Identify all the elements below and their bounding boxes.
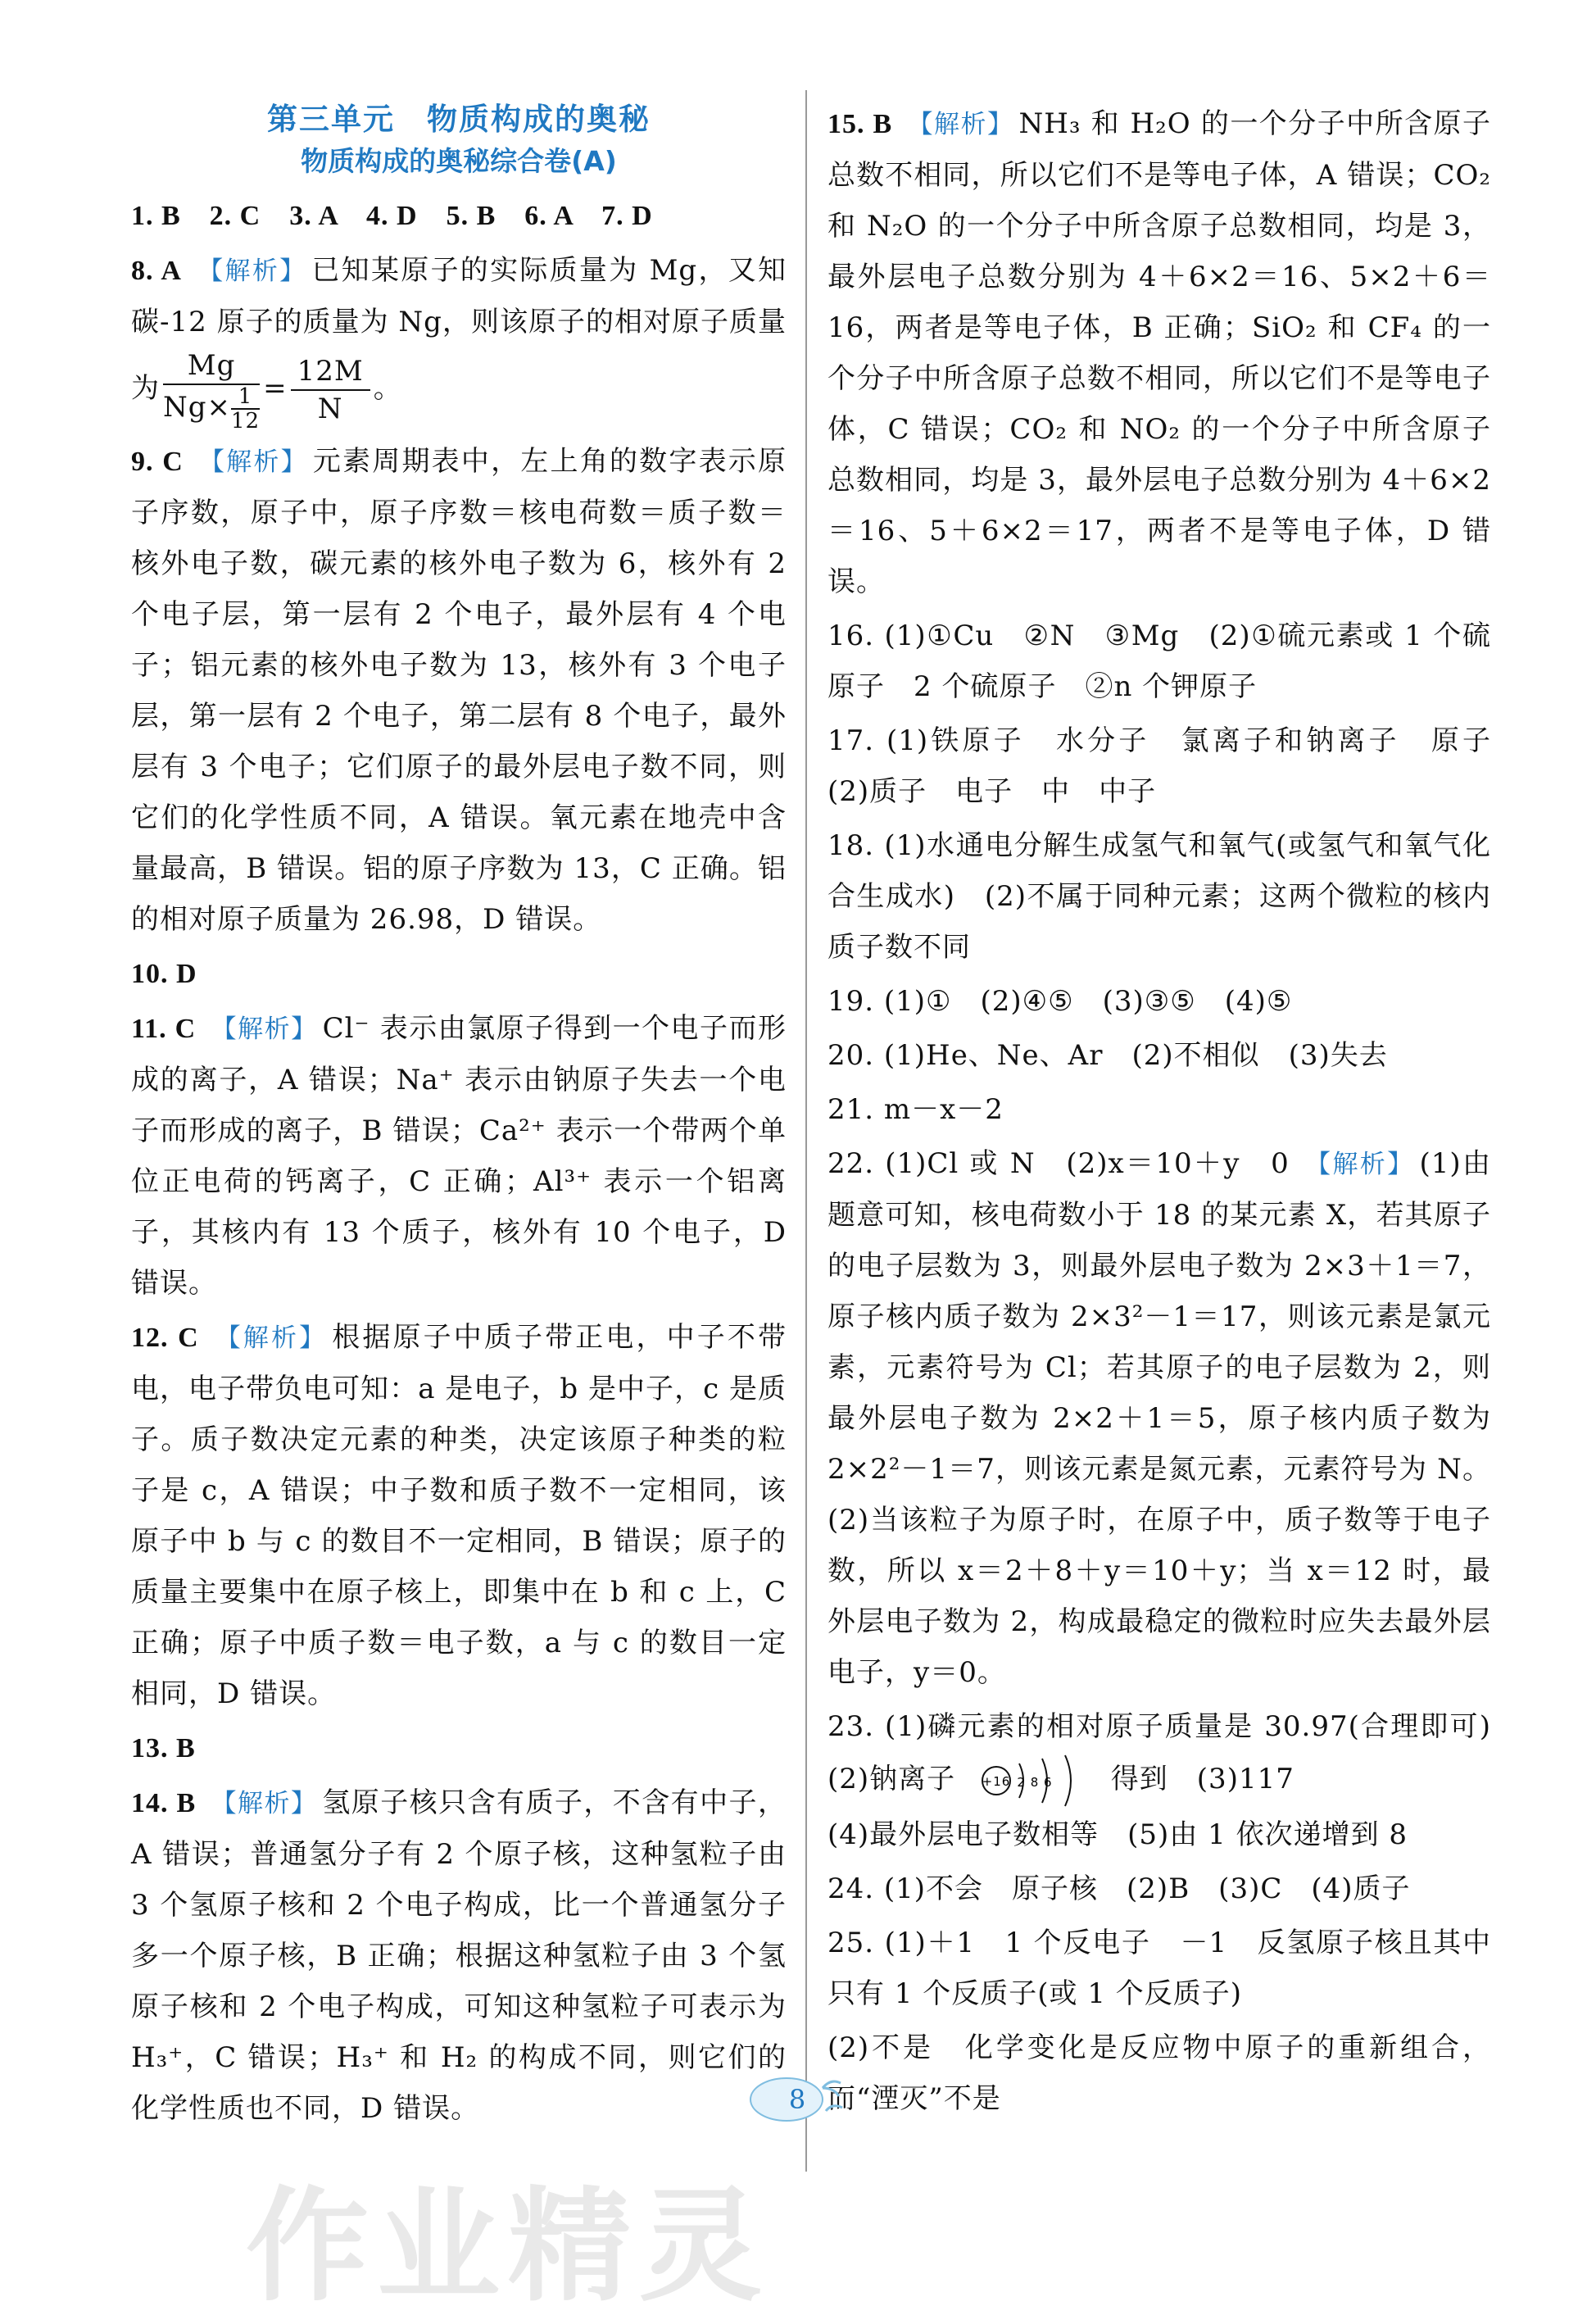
watermark: 作业精灵 xyxy=(246,2176,771,2318)
answer-19: 19. (1)① (2)④⑤ (3)③⑤ (4)⑤ xyxy=(827,985,1293,1018)
unit-title: 第三单元 物质构成的奥秘 xyxy=(267,102,651,137)
answer-15: 15. B 【解析】 NH₃ 和 H₂O 的一个分子中所含原子总数不相同，所以它们不是等电子体，A 错误；CO₂ 和 N₂O 的一个分子中所含原子总数相同，均是 3，最外层电子总数分别为 4＋6×2＝16、5×2＋6＝16，两者是等电子体，B 正确；SiO₂ 和 CF₄ 的一个分子中所含原子总数不相同，所以它们不是等电子体，C 错误；CO₂ 和 NO₂ 的一个分子中所含原子总数相同，均是 3，最外层电子总数分别为 4＋6×2＝16、5＋6×2＝17，两者不是等电子体，D 错误。 xyxy=(827,107,1491,598)
fraction-1: Mg Ng× $\frac{1}{12}$ xyxy=(163,349,261,433)
answer-25-part2: (2)不是 化学变化是反应物中原子的重新组合，而“湮灭”不是 xyxy=(827,2031,1491,2115)
atom-structure-diagram xyxy=(980,1752,1086,1809)
answer-25: 25. (1)＋1 1 个反电子 －1 反氢原子核且其中只有 1 个反质子(或 1 个反质子) xyxy=(827,1927,1491,2010)
answer-16: 16. (1)①Cu ②N ③Mg (2)①硫元素或 1 个硫原子 2 个硫原子 ②n 个钾原子 xyxy=(827,620,1491,703)
atom-core-label: +16 xyxy=(982,1774,1011,1789)
answer-21: 21. m－x－2 xyxy=(827,1093,1004,1126)
answer-8: 8. A 【解析】 已知某原子的实际质量为 Mg，又知碳-12 原子的质量为 Ng，则该原子的相对原子质量为 Mg Ng× $\frac{1}{12}$ = $\frac{12M}{N}$ 。 xyxy=(131,254,787,433)
answer-11: 11. C 【解析】 Cl⁻ 表示由氯原子得到一个电子而形成的离子，A 错误；Na⁺ 表示由钠原子失去一个电子而形成的离子，B 错误；Ca²⁺ 表示一个带两个单位正电荷的钙离子，C 正确；Al³⁺ 表示一个铝离子，其核内有 13 个质子，核外有 10 个电子，D 错误。 xyxy=(131,1012,787,1300)
answer-13: 13. B xyxy=(131,1733,196,1763)
answer-24: 24. (1)不会 原子核 (2)B (3)C (4)质子 xyxy=(827,1872,1411,1905)
right-column xyxy=(827,98,1520,2127)
answer-17: 17. (1)铁原子 水分子 氯离子和钠离子 原子 (2)质子 电子 中 中子 xyxy=(827,724,1520,808)
sub-title: 物质构成的奥秘综合卷(A) xyxy=(301,145,617,177)
answer-14: 14. B 【解析】 氢原子核只含有质子，不含有中子，A 错误；普通氢分子有 2 个原子核，这种氢粒子由 3 个氢原子核和 2 个电子构成，比一个普通氢分子多一个原子核，B 正确；根据这种氢粒子由 3 个氢原子核和 2 个电子构成，可知这种氢粒子可表示为 H₃⁺，C 错误；H₃⁺ 和 H₂ 的构成不同，则它们的化学性质也不同，D 错误。 xyxy=(131,1786,787,2125)
answer-10: 10. D xyxy=(131,959,197,989)
atom-shell-label: 2 8 6 xyxy=(1017,1775,1053,1790)
page-number: 8 xyxy=(788,2084,806,2115)
left-column xyxy=(131,98,787,2137)
answer-22: 22. (1)Cl 或 N (2)x＝10＋y 0 【解析】 (1)由题意可知，核电荷数小于 18 的某元素 X，若其原子的电子层数为 3，则最外层电子数为 2×3＋1＝7，原子核内质子数为 2×3²－1＝17，则该元素是氯元素，元素符号为 Cl；若其原子的电子层数为 2，则最外层电子数为 2×2＋1＝5，原子核内质子数为 2×2²－1＝7，则该元素是氮元素，元素符号为 N。(2)当该粒子为原子时，在原子中，质子数等于电子数，所以 x＝2＋8＋y＝10＋y；当 x＝12 时，最外层电子数为 2，构成最稳定的微粒时应失去最外层电子，y＝0。 xyxy=(827,1147,1491,1689)
fraction-2: $\frac{12M}{N}$ xyxy=(291,353,370,427)
answers-1-7: 1. B 2. C 3. A 4. D 5. B 6. A 7. D xyxy=(131,201,653,231)
answer-9: 9. C 【解析】 元素周期表中，左上角的数字表示原子序数，原子中，原子序数＝核电荷数＝质子数＝核外电子数，碳元素的核外电子数为 6，核外有 2 个电子层，第一层有 2 个电子，最外层有 4 个电子；铝元素的核外电子数为 13，核外有 3 个电子层，第一层有 2 个电子，第二层有 8 个电子，最外层有 3 个电子；它们原子的最外层电子数不同，则它们的化学性质不同，A 错误。氧元素在地壳中含量最高，B 错误。铝的原子序数为 13，C 正确。铝的相对原子质量为 26.98，D 错误。 xyxy=(131,445,787,936)
answer-12: 12. C 【解析】 根据原子中质子带正电，中子不带电，电子带负电可知：a 是电子，b 是中子，c 是质子。质子数决定元素的种类，决定该原子种类的粒子是 c，A 错误；中子数和质子数不一定相同，该原子中 b 与 c 的数目不一定相同，B 错误；原子的质量主要集中在原子核上，即集中在 b 和 c 上，C 正确；原子中质子数＝电子数，a 与 c 的数目一定相同，D 错误。 xyxy=(131,1321,787,1710)
answer-20: 20. (1)He、Ne、Ar (2)不相似 (3)失去 xyxy=(827,1039,1388,1072)
column-divider xyxy=(805,90,807,2172)
answer-23: 23. (1)磷元素的相对原子质量是 30.97(合理即可) (2)钠离子 +16 2 8 6 得到 (3)117 (4)最外层电子数相等 (5)由 1 依次递增到 8 xyxy=(827,1710,1520,1851)
answer-18: 18. (1)水通电分解生成氢气和氧气(或氢气和氧气化合生成水) (2)不属于同种元素；这两个微粒的核内质子数不同 xyxy=(827,829,1491,964)
page-number-badge xyxy=(744,2072,850,2127)
